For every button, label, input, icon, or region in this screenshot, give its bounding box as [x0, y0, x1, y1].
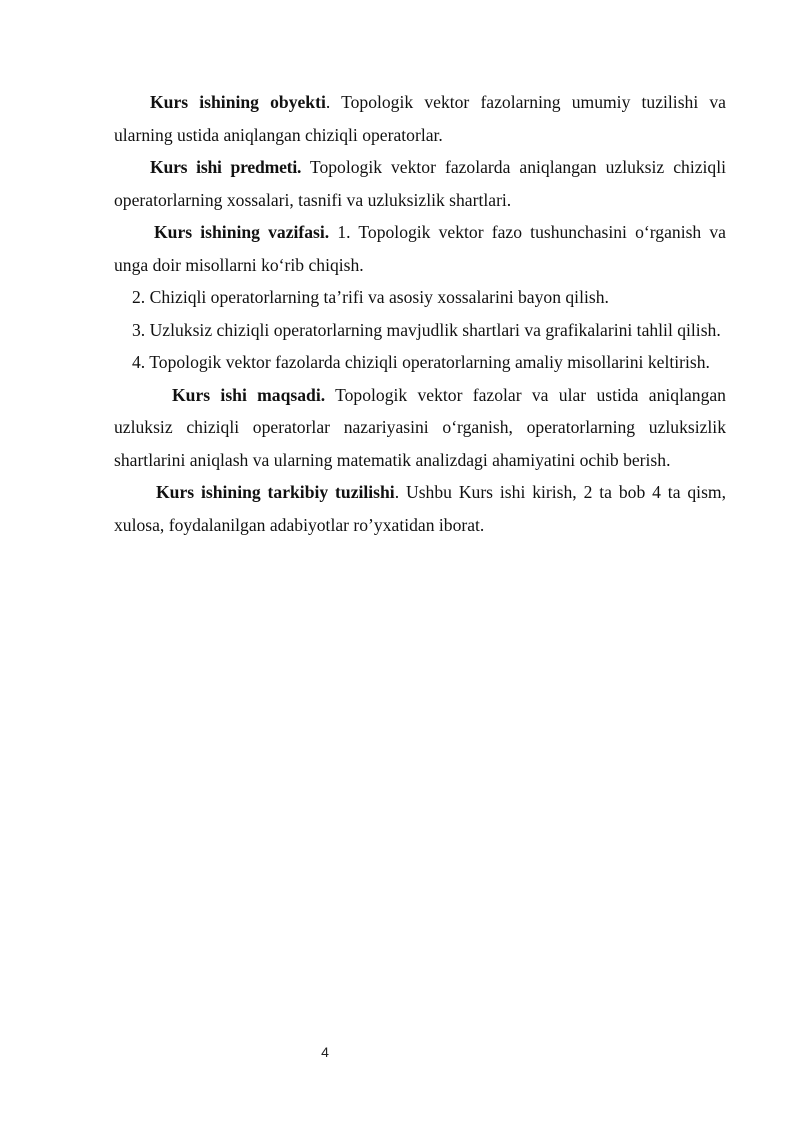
paragraph-subject: [114, 151, 726, 216]
paragraph-task-4-text: 4. Topologik vektor fazolarda chiziqli operatorlarning amaliy misollarini keltirish.: [132, 352, 710, 372]
paragraph-subject-heading: Kurs ishi predmeti.: [150, 157, 302, 177]
paragraph-goal-text: Topologik vektor fazolar va ular ustida aniqlangan uzluksiz chiziqli operatorlar nazariyasini o‘rganish, operatorlarning uzluksizlik shartlarini aniqlash va ularning matematik analizdagi ahamiyatini ochib berish.: [114, 384, 726, 470]
paragraph-structure-text: . Ushbu Kurs ishi kirish, 2 ta bob 4 ta qism, xulosa, foydalanilgan adabiyotlar ro’yxatidan iborat.: [114, 482, 727, 535]
paragraph-subject-text: Topologik vektor fazolarda aniqlangan uzluksiz chiziqli operatorlarning xossalari, tasnifi va uzluksizlik shartlari.: [114, 157, 726, 210]
paragraph-structure-heading: Kurs ishining tarkibiy tuzilishi: [156, 482, 395, 502]
paragraph-tasks: [114, 216, 726, 281]
paragraph-task-2: [114, 281, 726, 314]
paragraph-task-4: [114, 346, 726, 379]
paragraph-task-3-text: 3. Uzluksiz chiziqli operatorlarning mavjudlik shartlari va grafikalarini tahlil qilish.: [132, 319, 721, 340]
paragraph-goal-heading: Kurs ishi maqsadi.: [172, 384, 326, 405]
paragraph-object-text: . Topologik vektor fazolarning umumiy tuzilishi va ularning ustida aniqlangan chiziqli operatorlar.: [114, 92, 726, 145]
document-body: [114, 86, 726, 541]
paragraph-structure: [114, 476, 726, 541]
paragraph-goal: [114, 379, 726, 477]
paragraph-object-heading: Kurs ishining obyekti: [150, 92, 326, 112]
paragraph-tasks-text: 1. Topologik vektor fazo tushunchasini o‘rganish va unga doir misollarni ko‘rib chiqish.: [114, 222, 726, 275]
paragraph-task-2-text: 2. Chiziqli operatorlarning ta’rifi va asosiy xossalarini bayon qilish.: [132, 287, 609, 307]
paragraph-object: [114, 86, 726, 151]
paragraph-task-3: [114, 314, 726, 347]
paragraph-tasks-heading: Kurs ishining vazifasi.: [154, 222, 330, 242]
page-number: 4: [321, 1044, 329, 1060]
